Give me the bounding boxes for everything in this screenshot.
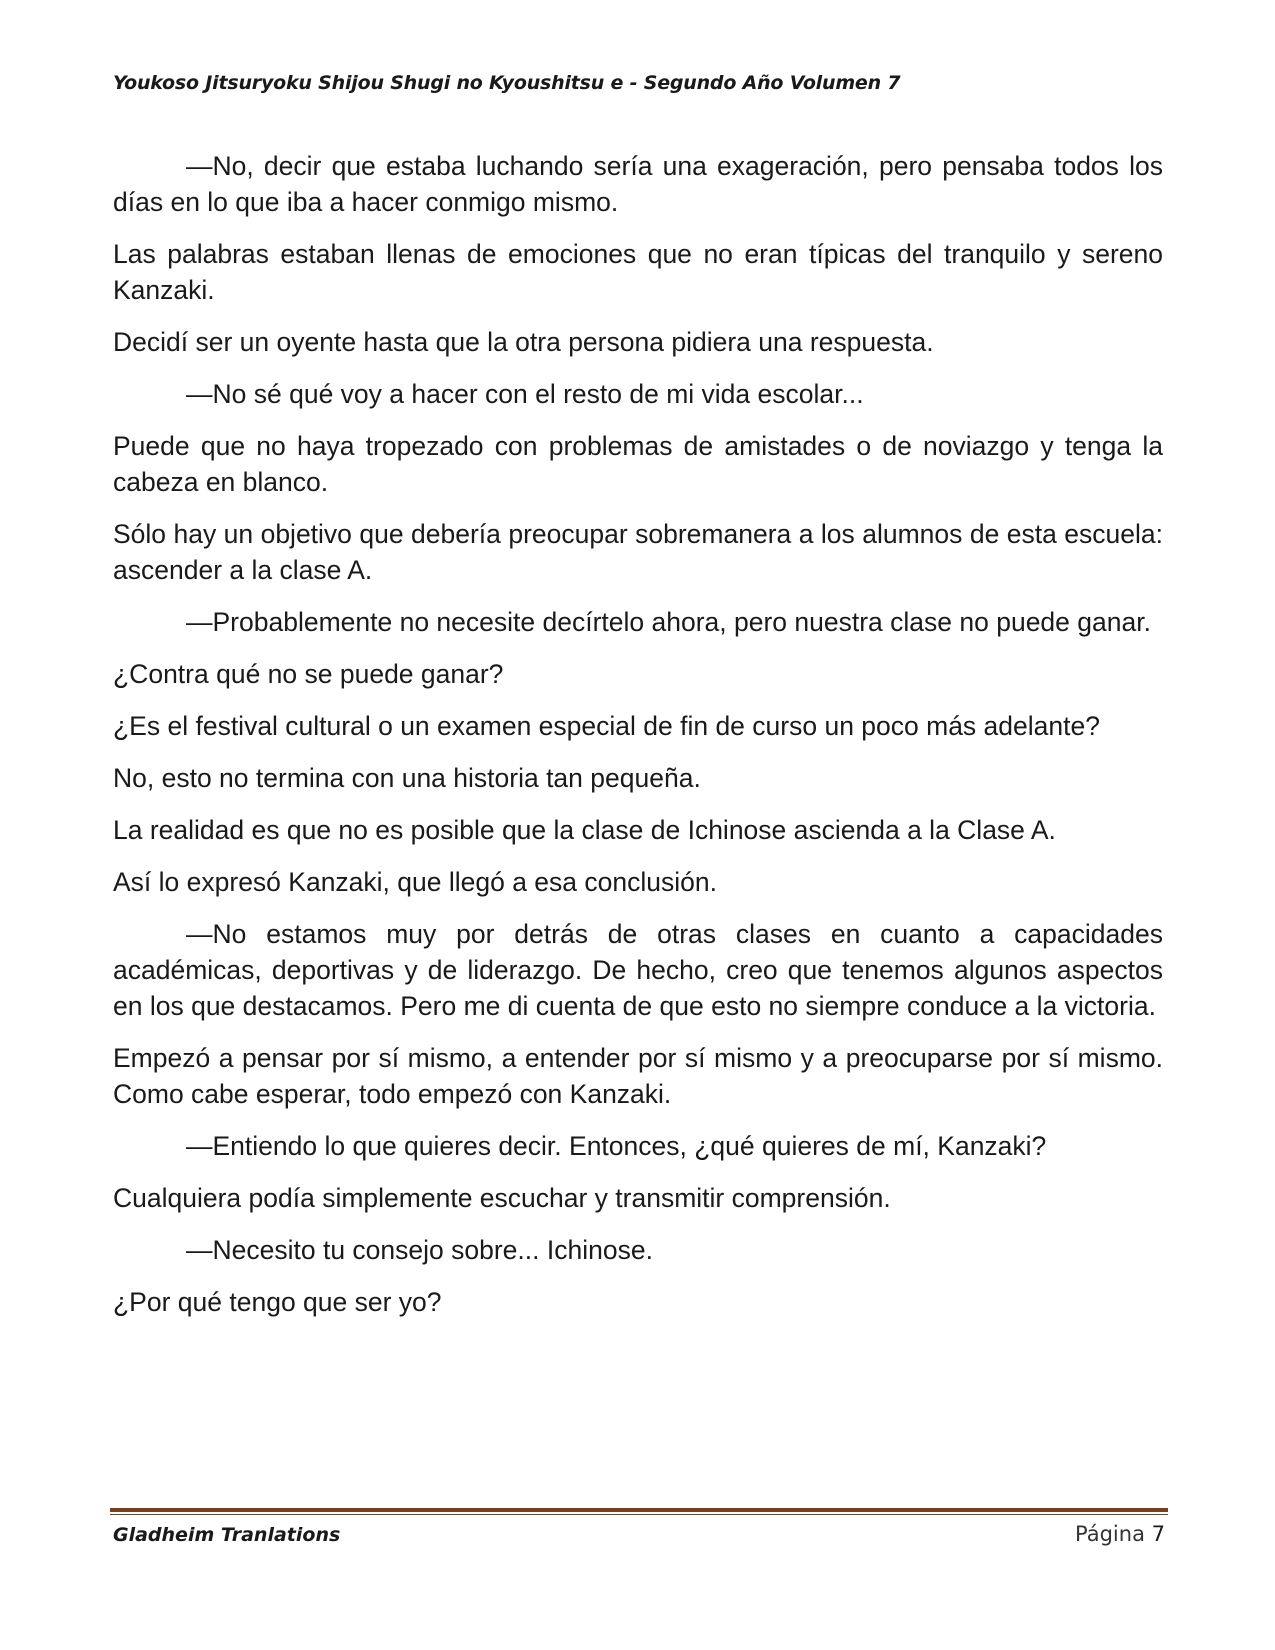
paragraph-dialog: —No, decir que estaba luchando sería una exageración, pero pensaba todos los días en lo que iba a hacer conmigo mismo. [113,151,1163,217]
paragraph-dialog: —Entiendo lo que quieres decir. Entonces, ¿qué quieres de mí, Kanzaki? [186,1131,1047,1161]
paragraph: Empezó a pensar por sí mismo, a entender por sí mismo y a preocuparse por sí mismo. Como cabe esperar, todo empezó con Kanzaki. [113,1043,1163,1109]
paragraph: ¿Contra qué no se puede ganar? [113,659,504,689]
paragraph-dialog: —No estamos muy por detrás de otras clases en cuanto a capacidades académicas, deportivas y de liderazgo. De hecho, creo que tenemos algunos aspectos en los que destacamos. Pero me di cuenta de que esto no siempre conduce a la victoria. [113,919,1163,1021]
paragraph: No, esto no termina con una historia tan pequeña. [113,763,701,793]
footer-rule-thin [110,1514,1168,1515]
paragraph: La realidad es que no es posible que la clase de Ichinose ascienda a la Clase A. [113,815,1056,845]
paragraph: Las palabras estaban llenas de emociones que no eran típicas del tranquilo y sereno Kanzaki. [113,239,1163,305]
paragraph: ¿Por qué tengo que ser yo? [113,1287,442,1317]
paragraph-dialog: —Probablemente no necesite decírtelo ahora, pero nuestra clase no puede ganar. [186,607,1151,637]
paragraph: Sólo hay un objetivo que debería preocupar sobremanera a los alumnos de esta escuela: ascender a la clase A. [113,519,1163,585]
paragraph: Cualquiera podía simplemente escuchar y transmitir comprensión. [113,1183,891,1213]
paragraph-dialog: —No sé qué voy a hacer con el resto de mi vida escolar... [186,379,864,409]
paragraph-dialog: —Necesito tu consejo sobre... Ichinose. [186,1235,653,1265]
footer-rule [110,1508,1168,1515]
page-label: Página [1075,1522,1145,1546]
footer-publisher: Gladheim Tranlations [113,1524,341,1546]
running-header: Youkoso Jitsuryoku Shijou Shugi no Kyoushitsu e - Segundo Año Volumen 7 [113,72,901,94]
paragraph: Decidí ser un oyente hasta que la otra persona pidiera una respuesta. [113,327,934,357]
footer-rule-thick [110,1508,1168,1512]
paragraph: Puede que no haya tropezado con problemas de amistades o de noviazgo y tenga la cabeza en blanco. [113,431,1163,497]
paragraph: ¿Es el festival cultural o un examen especial de fin de curso un poco más adelante? [113,711,1100,741]
page-number-block [1075,1522,1165,1546]
page-body [113,148,1163,1336]
page-number: 7 [1151,1522,1165,1546]
paragraph: Así lo expresó Kanzaki, que llegó a esa conclusión. [113,867,717,897]
